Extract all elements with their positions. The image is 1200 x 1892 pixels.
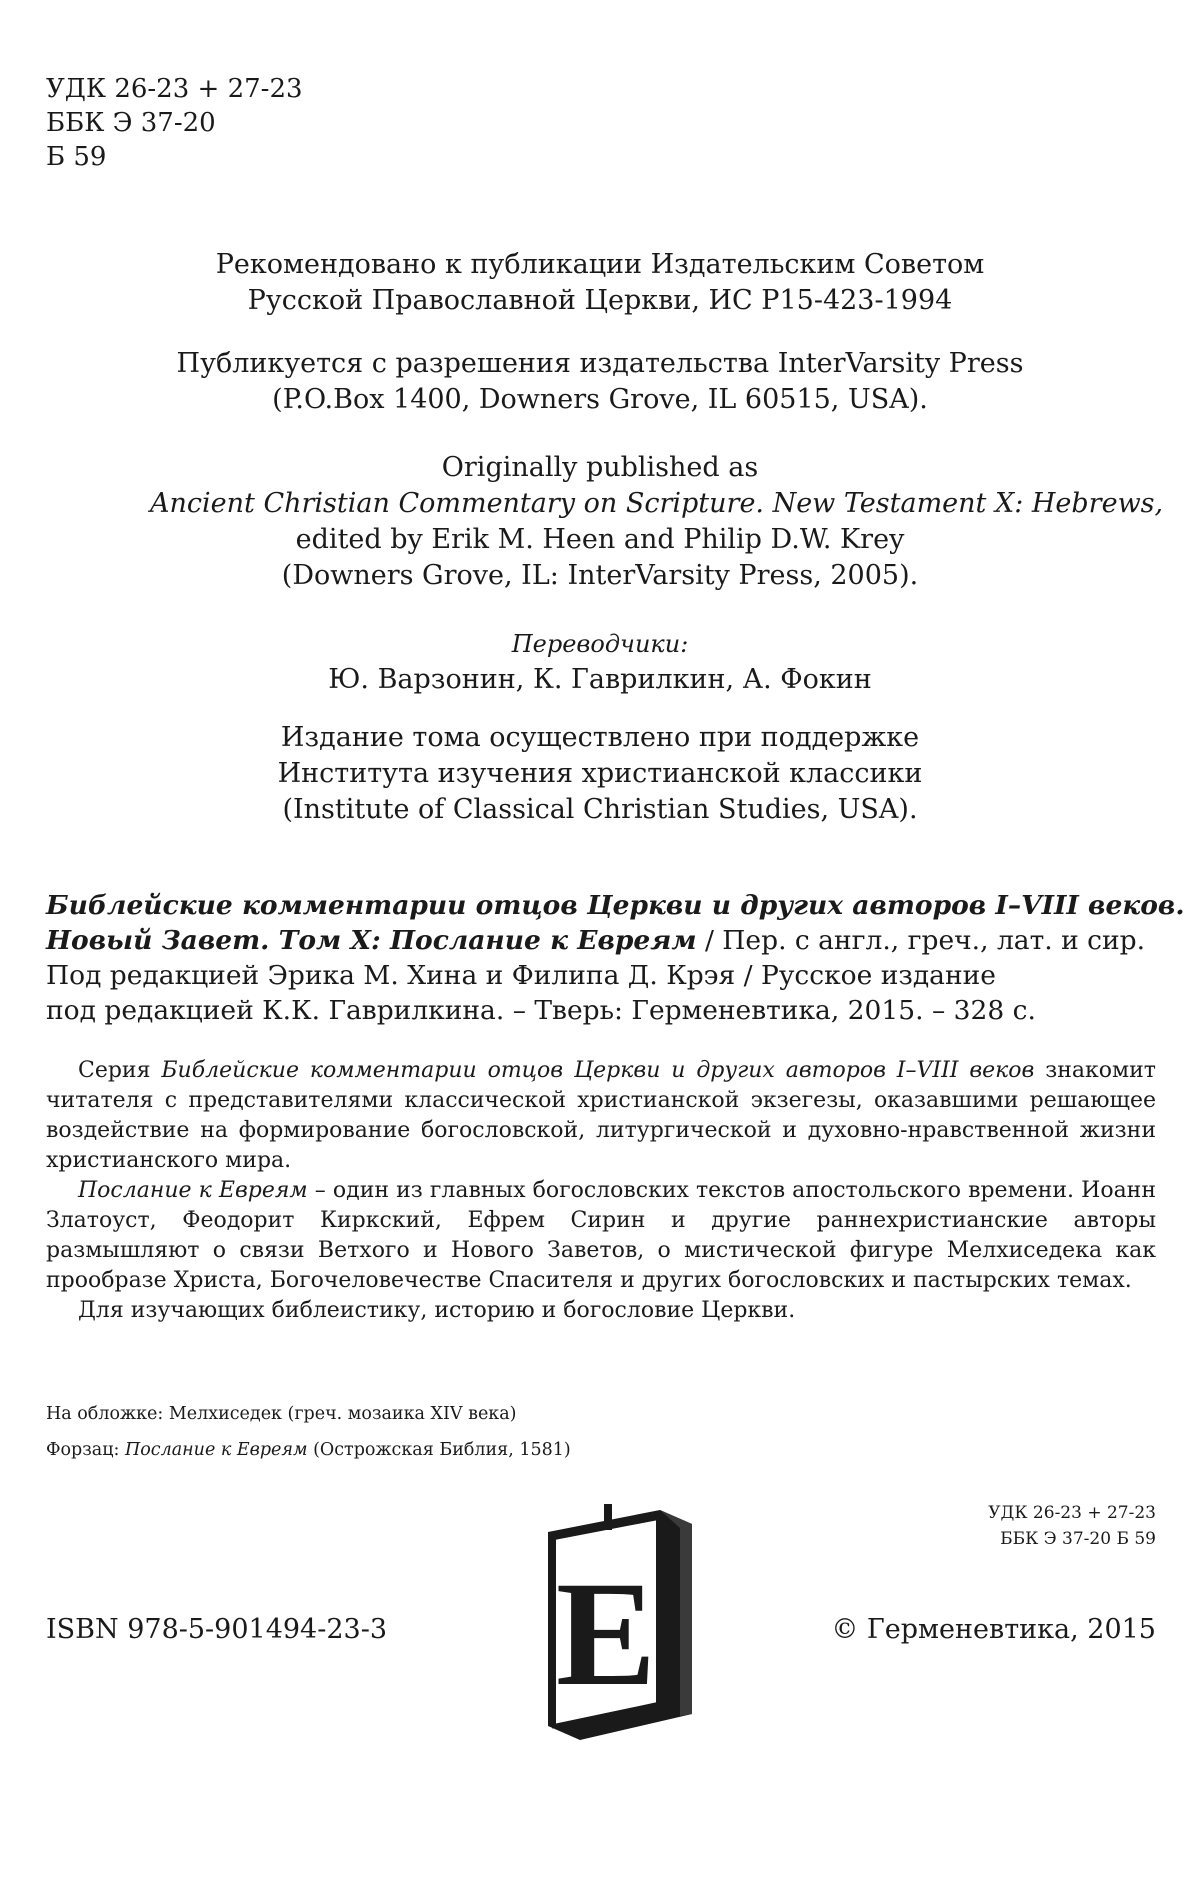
- annotation: [46, 1056, 1156, 1326]
- endpaper-label: Форзац:: [46, 1440, 125, 1460]
- recommendation-line: Рекомендовано к публикации Издательским Советом: [215, 249, 985, 280]
- support-line: Института изучения христианской классики: [277, 758, 923, 789]
- annotation-paragraph: [46, 1176, 1156, 1296]
- original-line: Originally published as: [441, 452, 759, 483]
- translation-note: / Пер. с англ., греч., лат. и сир.: [696, 925, 1146, 956]
- publisher-book-logo-icon: [540, 1504, 700, 1744]
- footer-bbk: ББК Э 37-20 Б 59: [1000, 1529, 1156, 1549]
- copyright: © Герменевтика, 2015: [831, 1614, 1156, 1645]
- footer-classification: [988, 1500, 1156, 1552]
- editors-line: Под редакцией Эрика М. Хина и Филипа Д. Крэя / Русское издание: [46, 960, 996, 991]
- annotation-paragraph: Для изучающих библеистику, историю и богословие Церкви.: [78, 1298, 796, 1323]
- bbk-code: ББК Э 37-20: [46, 108, 216, 138]
- illustration-notes: [46, 1402, 571, 1474]
- permission-block: [150, 346, 1050, 418]
- author-mark: Б 59: [46, 142, 107, 172]
- cover-note: На обложке: Мелхиседек (греч. мозаика XIV века): [46, 1404, 517, 1424]
- bibliographic-record: [46, 888, 1185, 1028]
- volume-title: Новый Завет. Том X: Послание к Евреям: [46, 925, 697, 956]
- translators-label: Переводчики:: [511, 630, 689, 658]
- original-publisher: (Downers Grove, IL: InterVarsity Press, 2005).: [281, 560, 919, 591]
- udk-code: УДК 26-23 + 27-23: [46, 74, 303, 104]
- logo-letter: E: [555, 1551, 657, 1717]
- footer-udk: УДК 26-23 + 27-23: [988, 1503, 1156, 1523]
- annotation-text: знакомит читателя с представителями классической христианской экзегезы, оказавшими решающее воздействие на формирование богословской, литургической и духовно-нравственной жизни христианского мира.: [46, 1058, 1156, 1173]
- permission-line: Публикуется с разрешения издательства InterVarsity Press: [176, 348, 1024, 379]
- epistle-title: Послание к Евреям: [78, 1178, 308, 1203]
- recommendation-line: Русской Православной Церкви, ИС Р15-423-1994: [247, 285, 953, 316]
- annotation-paragraph: [46, 1056, 1156, 1176]
- support-line: Издание тома осуществлено при поддержке: [280, 722, 920, 753]
- isbn: ISBN 978-5-901494-23-3: [46, 1614, 388, 1645]
- support-block: [150, 720, 1050, 828]
- support-line: (Institute of Classical Christian Studies, USA).: [282, 794, 918, 825]
- endpaper-title: Послание к Евреям: [124, 1440, 308, 1460]
- endpaper-note: [46, 1438, 571, 1462]
- imprint-line: под редакцией К.К. Гаврилкина. – Тверь: Герменевтика, 2015. – 328 с.: [46, 995, 1036, 1026]
- book-title-line-2: [46, 923, 1156, 958]
- annotation-text: Серия: [78, 1058, 162, 1083]
- series-title: Библейские комментарии отцов Церкви и других авторов I–VIII веков: [161, 1058, 1035, 1083]
- recommendation-block: [150, 247, 1050, 319]
- endpaper-source: (Острожская Библия, 1581): [307, 1440, 571, 1460]
- translators-block: [150, 626, 1050, 698]
- original-publication-block: [150, 450, 1164, 594]
- translators-names: Ю. Варзонин, К. Гаврилкин, А. Фокин: [328, 664, 872, 695]
- classification-block: [46, 72, 303, 174]
- original-title: Ancient Christian Commentary on Scripture. New Testament X: Hebrews,: [150, 488, 1164, 519]
- book-title-line: Библейские комментарии отцов Церкви и других авторов I–VIII веков.: [46, 890, 1185, 921]
- annotation-text: – один из главных богословских текстов апостольского времени. Иоанн Златоуст, Феодорит Киркский, Ефрем Сирин и другие раннехристианские авторы размышляют о связи Ветхого и Нового Заветов, о мистической фигуре Мелхиседека как прообразе Христа, Богочеловечестве Спасителя и других богословских и пастырских темах.: [46, 1178, 1157, 1293]
- permission-line: (P.O.Box 1400, Downers Grove, IL 60515, USA).: [272, 384, 928, 415]
- original-editors: edited by Erik M. Heen and Philip D.W. Krey: [295, 524, 905, 555]
